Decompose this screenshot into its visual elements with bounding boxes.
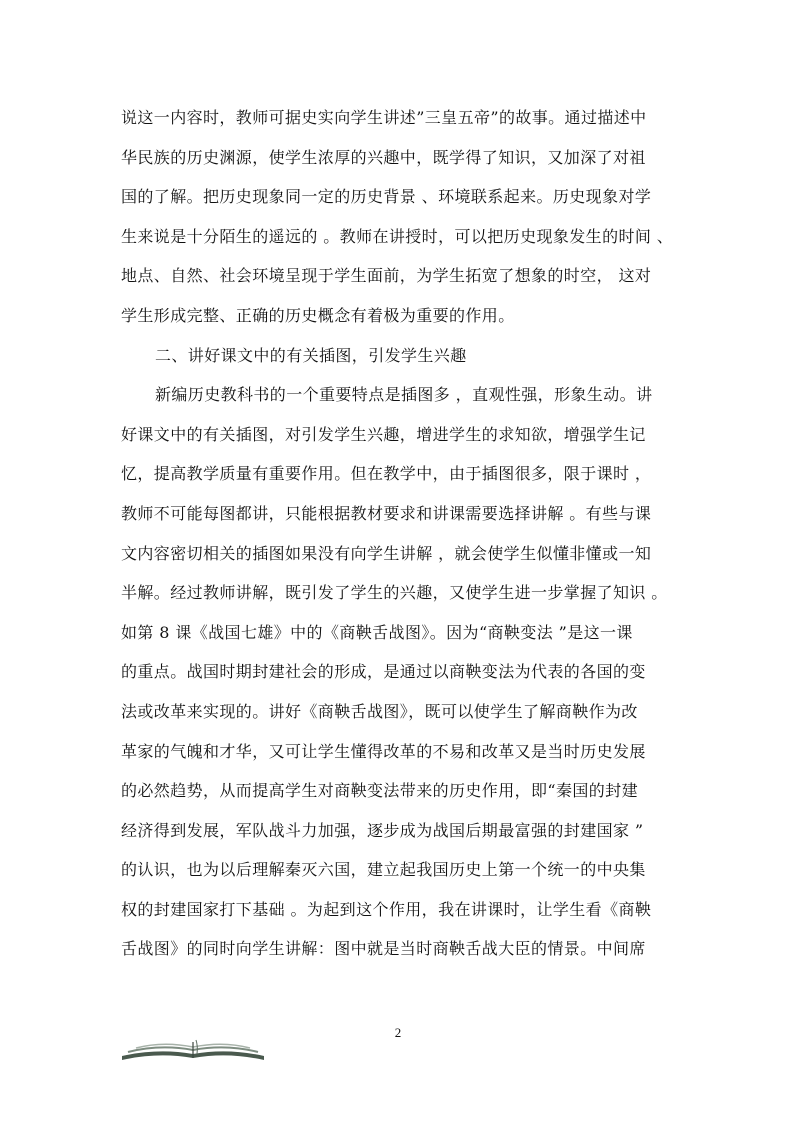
text-line: 学生形成完整、正确的历史概念有着极为重要的作用。 — [121, 305, 515, 325]
text-line: 如第 8 课《战国七雄》中的《商鞅舌战图》。因为“商鞅变法 ”是这一课 — [121, 622, 633, 642]
text-line: 的认识，也为以后理解秦灭六国，建立起我国历史上第一个统一的中央集 — [121, 860, 646, 880]
text-line: 华民族的历史渊源，使学生浓厚的兴趣中，既学得了知识，又加深了对祖 — [121, 147, 646, 167]
text-line: 好课文中的有关插图，对引发学生兴趣，增进学生的求知欲，增强学生记 — [121, 424, 646, 444]
text-line: 新编历史教科书的一个重要特点是插图多 ，直观性强，形象生动。讲 — [155, 385, 653, 405]
text-line: 经济得到发展，军队战斗力加强，逐步成为战国后期最富强的封建国家 ” — [121, 820, 644, 840]
text-line: 法或改革来实现的。讲好《商鞅舌战图》，既可以使学生了解商鞅作为改 — [121, 701, 638, 721]
text-line: 国的了解。把历史现象同一定的历史背景 、环境联系起来。历史现象对学 — [121, 187, 652, 207]
text-line: 文内容密切相关的插图如果没有向学生讲解 ，就会使学生似懂非懂或一知 — [121, 543, 652, 563]
text-line: 舌战图》的同时向学生讲解：图中就是当时商鞅舌战大臣的情景。中间席 — [121, 939, 646, 959]
text-line: 革家的气魄和才华，又可让学生懂得改革的不易和改革又是当时历史发展 — [121, 741, 646, 761]
text-line: 地点、自然、社会环境呈现于学生面前，为学生拓宽了想象的时空， 这对 — [121, 266, 652, 286]
text-line: 的重点。战国时期封建社会的形成，是通过以商鞅变法为代表的各国的变 — [121, 662, 646, 682]
text-line: 生来说是十分陌生的遥远的 。教师在讲授时，可以把历史现象发生的时间 、 — [121, 226, 674, 246]
text-line: 的必然趋势，从而提高学生对商鞅变法带来的历史作用，即“秦国的封建 — [121, 781, 638, 801]
section-heading: 二、讲好课文中的有关插图，引发学生兴趣 — [155, 345, 467, 365]
text-line: 权的封建国家打下基础 。为起到这个作用，我在讲课时，让学生看《商鞅 — [121, 899, 652, 919]
text-line: 半解。经过教师讲解，既引发了学生的兴趣，又使学生进一步掌握了知识 。 — [121, 583, 668, 603]
text-line: 说这一内容时，教师可据史实向学生讲述”三皇五帝”的故事。通过描述中 — [121, 108, 647, 127]
body-text — [121, 98, 691, 969]
open-book-icon — [118, 1036, 268, 1062]
text-line: 忆，提高教学质量有重要作用。但在教学中，由于插图很多，限于课时 ， — [121, 464, 652, 484]
page-number: 2 — [394, 1025, 402, 1040]
text-line: 教师不可能每图都讲，只能根据教材要求和讲课需要选择讲解 。有些与课 — [121, 503, 652, 523]
